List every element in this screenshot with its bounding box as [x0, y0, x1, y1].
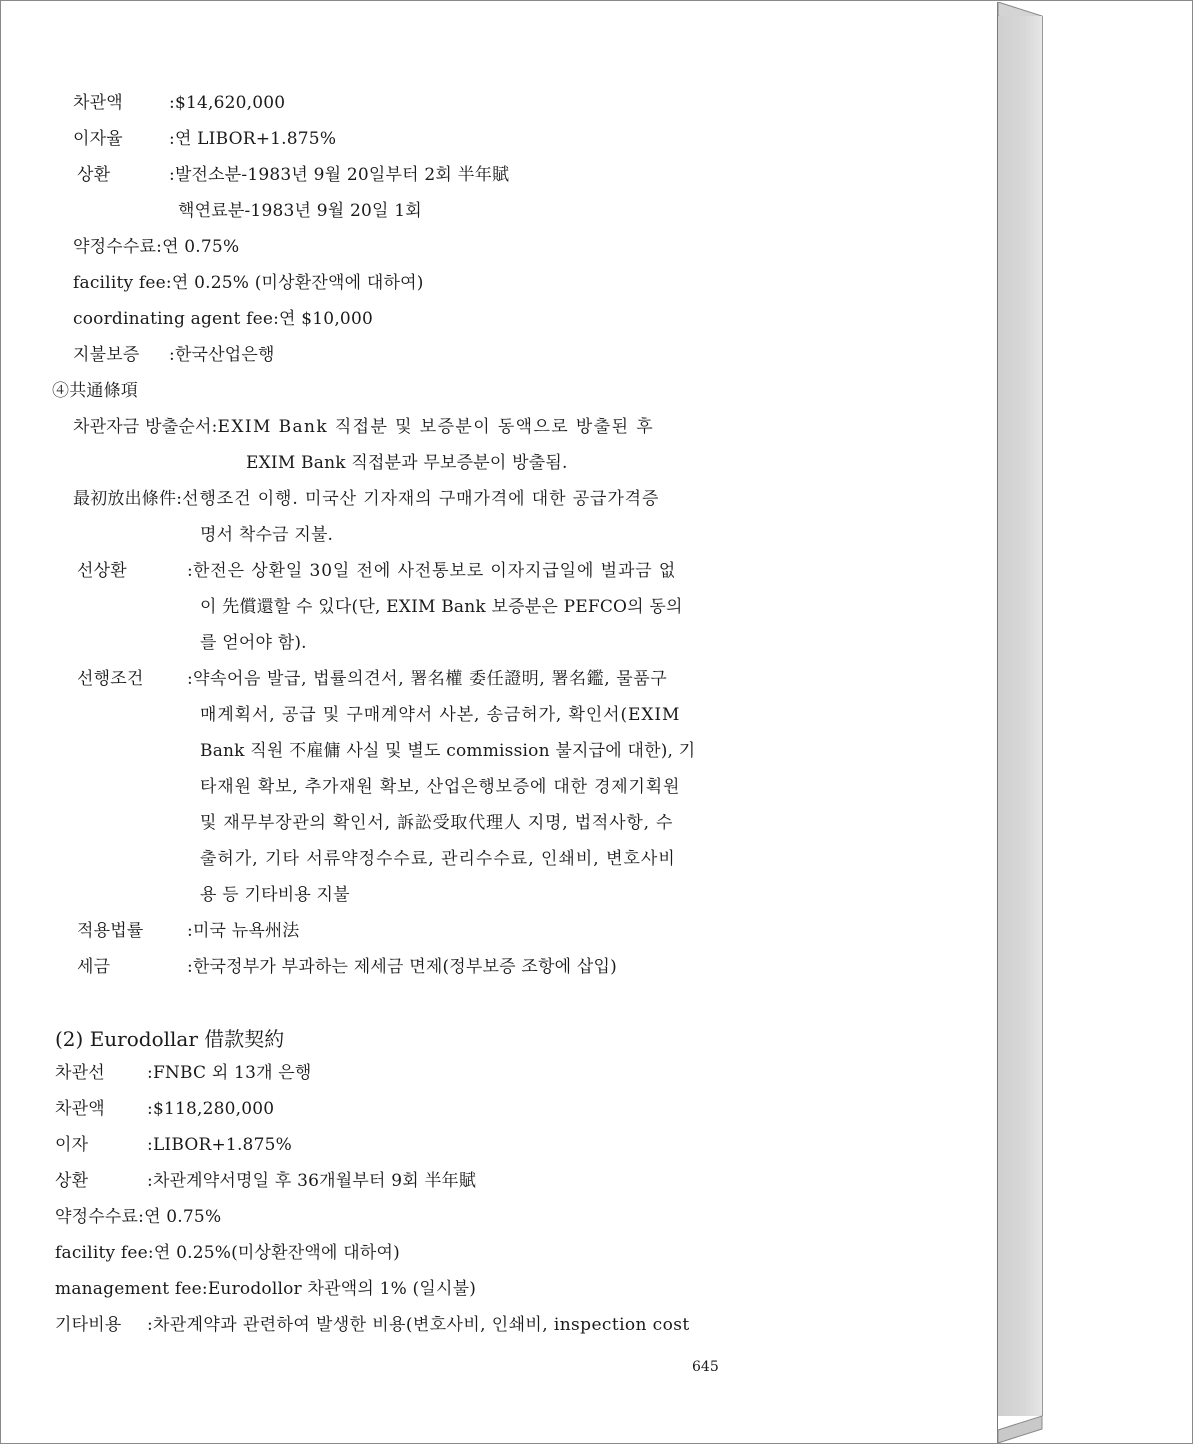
- row-value: 용 등 기타비용 지불: [200, 885, 350, 905]
- row-value: 및 재무부장관의 확인서, 訴訟受取代理人 지명, 법적사항, 수: [200, 813, 674, 833]
- facility-fee-row: facility fee:연 0.25%(미상환잔액에 대하여): [55, 1243, 400, 1263]
- row-value: EXIM Bank 직접분 및 보증분이 동액으로 방출된 후: [217, 417, 655, 437]
- row-value: $118,280,000: [152, 1099, 275, 1119]
- prepayment-cont: [200, 596, 683, 618]
- row-label: coordinating agent fee: [73, 309, 274, 329]
- row-value: Bank 직원 不雇傭 사실 및 별도 commission 불지급에 대한), 기: [200, 741, 696, 761]
- row-value: 연 LIBOR+1.875%: [174, 129, 337, 149]
- row-label: 세금: [77, 957, 111, 977]
- row-label: facility fee: [73, 273, 166, 293]
- loan-amount-row: 차관액 :$14,620,000: [73, 93, 286, 113]
- lender-row: 차관선 :FNBC 외 13개 은행: [55, 1063, 312, 1083]
- row-label: 이자율: [73, 129, 123, 149]
- first-disbursement-row: 最初放出條件:선행조건 이행. 미국산 기자재의 구매가격에 대한 공급가격증: [73, 489, 660, 509]
- row-value: 연 0.25%(미상환잔액에 대하여): [153, 1243, 400, 1263]
- row-value: 핵연료분-1983년 9월 20일 1회: [178, 201, 422, 221]
- row-value: 연 0.75%: [144, 1207, 222, 1227]
- row-label: 지불보증: [73, 345, 140, 365]
- row-value: 선행조건 이행. 미국산 기자재의 구매가격에 대한 공급가격증: [182, 489, 660, 509]
- row-label: 最初放出條件: [73, 489, 177, 509]
- loan-amount-row: 차관액 :$118,280,000: [55, 1099, 275, 1119]
- row-value: 타재원 확보, 추가재원 확보, 산업은행보증에 대한 경제기획원: [200, 777, 681, 797]
- repayment-row-cont: [178, 200, 422, 222]
- section-2-title: (2) Eurodollar 借款契約: [55, 1027, 285, 1051]
- row-value: 차관계약과 관련하여 발생한 비용(변호사비, 인쇄비, inspection cost: [152, 1315, 690, 1335]
- page-stack-edge: [998, 16, 1043, 1416]
- row-value: 차관계약서명일 후 36개월부터 9회 半年賦: [152, 1171, 477, 1191]
- tax-row: 세금 :한국정부가 부과하는 제세금 면제(정부보증 조항에 삽입): [73, 956, 617, 978]
- row-label: 선행조건: [77, 669, 144, 689]
- document-page: [2, 2, 998, 1443]
- facility-fee-row: facility fee:연 0.25% (미상환잔액에 대하여): [73, 273, 424, 293]
- row-value: 매계획서, 공급 및 구매계약서 사본, 송금허가, 확인서(EXIM: [200, 705, 681, 725]
- other-costs-row: 기타비용 :차관계약과 관련하여 발생한 비용(변호사비, 인쇄비, inspection cost: [55, 1315, 690, 1335]
- row-label: 상환: [55, 1171, 89, 1191]
- row-value: 한국산업은행: [174, 345, 275, 365]
- section-4-title: ④共通條項: [52, 381, 138, 401]
- commitment-fee-row: 약정수수료:연 0.75%: [73, 237, 240, 257]
- conditions-precedent-cont: [200, 704, 680, 726]
- row-label: 차관자금 방출순서: [73, 417, 212, 437]
- repayment-row: 상환 :차관계약서명일 후 36개월부터 9회 半年賦: [55, 1171, 477, 1191]
- row-value: 연 $10,000: [279, 309, 373, 329]
- row-value: 약속어음 발급, 법률의견서, 署名權 委任證明, 署名鑑, 물품구: [192, 669, 668, 689]
- repayment-row: 상환 :발전소분-1983년 9월 20일부터 2회 半年賦: [73, 164, 509, 186]
- row-value: 이 先償還할 수 있다(단, EXIM Bank 보증분은 PEFCO의 동의: [200, 597, 683, 617]
- row-label: management fee: [55, 1279, 202, 1299]
- disbursement-order-row: 차관자금 방출순서:EXIM Bank 직접분 및 보증분이 동액으로 방출된 후: [73, 417, 655, 437]
- conditions-precedent-cont: [200, 740, 695, 762]
- commitment-fee-row: 약정수수료:연 0.75%: [55, 1207, 222, 1227]
- interest-row: 이자 :LIBOR+1.875%: [55, 1135, 292, 1155]
- conditions-precedent-cont: [200, 812, 673, 834]
- row-value: 연 0.75%: [162, 237, 240, 257]
- row-label: 기타비용: [55, 1315, 122, 1335]
- prepayment-cont: [200, 632, 307, 654]
- row-value: 출허가, 기타 서류약정수수료, 관리수수료, 인쇄비, 변호사비: [200, 849, 676, 869]
- management-fee-row: management fee:Eurodollor 차관액의 1% (일시불): [55, 1279, 477, 1299]
- row-value: 연 0.25% (미상환잔액에 대하여): [171, 273, 424, 293]
- page-edge-bottom: [996, 1400, 1046, 1446]
- coordinating-fee-row: coordinating agent fee:연 $10,000: [73, 309, 373, 329]
- row-value: 를 얻어야 함).: [200, 633, 307, 653]
- first-disbursement-cont: [200, 524, 333, 546]
- row-value: $14,620,000: [174, 93, 286, 113]
- conditions-precedent-cont: [200, 776, 680, 798]
- row-value: LIBOR+1.875%: [152, 1135, 292, 1155]
- row-value: 한국정부가 부과하는 제세금 면제(정부보증 조항에 삽입): [192, 957, 617, 977]
- row-label: 차관선: [55, 1063, 105, 1083]
- governing-law-row: 적용법률 :미국 뉴욕州法: [73, 920, 299, 942]
- conditions-precedent-row: 선행조건 :약속어음 발급, 법률의견서, 署名權 委任證明, 署名鑑, 물품구: [73, 668, 667, 690]
- row-value: EXIM Bank 직접분과 무보증분이 방출됨.: [246, 453, 568, 473]
- conditions-precedent-cont: [200, 848, 676, 870]
- prepayment-row: 선상환 :한전은 상환일 30일 전에 사전통보로 이자지급일에 벌과금 없: [73, 560, 676, 582]
- row-value: 명서 착수금 지불.: [200, 525, 334, 545]
- row-label: 약정수수료: [73, 237, 157, 257]
- row-label: 선상환: [77, 561, 127, 581]
- conditions-precedent-cont: [200, 884, 350, 906]
- row-label: 이자: [55, 1135, 89, 1155]
- row-label: facility fee: [55, 1243, 148, 1263]
- row-label: 차관액: [73, 93, 123, 113]
- row-value: 발전소분-1983년 9월 20일부터 2회 半年賦: [174, 165, 510, 185]
- row-label: 상환: [77, 165, 111, 185]
- disbursement-order-cont: [246, 452, 568, 474]
- row-value: Eurodollor 차관액의 1% (일시불): [207, 1279, 477, 1299]
- row-value: 한전은 상환일 30일 전에 사전통보로 이자지급일에 벌과금 없: [192, 561, 677, 581]
- row-value: 미국 뉴욕州法: [192, 921, 300, 941]
- page-number: 645: [692, 1359, 719, 1375]
- row-label: 적용법률: [77, 921, 144, 941]
- row-label: 차관액: [55, 1099, 105, 1119]
- interest-rate-row: 이자율 :연 LIBOR+1.875%: [73, 129, 337, 149]
- guarantee-row: 지불보증 :한국산업은행: [73, 345, 275, 365]
- row-value: FNBC 외 13개 은행: [152, 1063, 312, 1083]
- row-label: 약정수수료: [55, 1207, 139, 1227]
